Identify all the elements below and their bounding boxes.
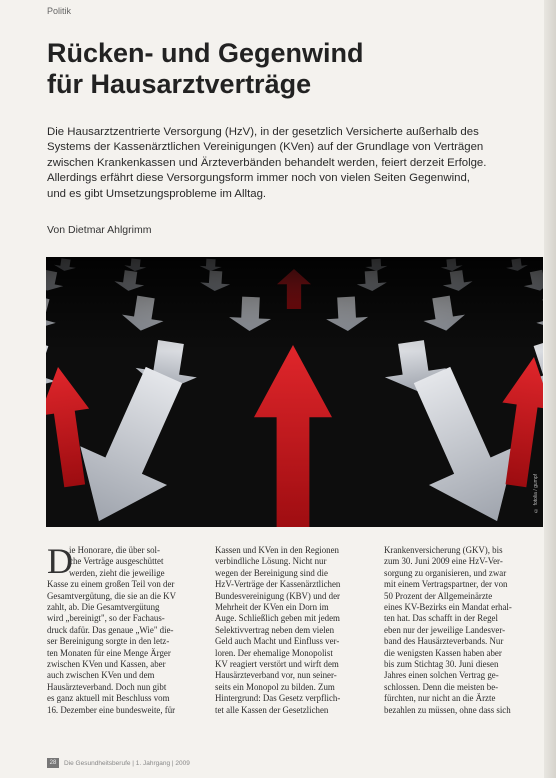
body-line: Mehrheit der KVen ein Dorn im bbox=[215, 602, 329, 613]
body-line: Geld auch Macht und Einfluss ver- bbox=[215, 636, 340, 647]
body-line: Krankenversicherung (GKV), bis bbox=[384, 545, 503, 555]
body-line: werden, zieht die jeweilige bbox=[69, 567, 165, 578]
image-credit: © fotolia / gumpf bbox=[533, 474, 539, 513]
drop-cap: D bbox=[47, 545, 73, 581]
body-line: KV reagiert verstört und wirft dem bbox=[215, 659, 339, 670]
lead-line: Die Hausarztzentrierte Versorgung (HzV), in der gesetzlich Versicherte außerhalb des bbox=[47, 126, 479, 138]
footer-publication: Die Gesundheitsberufe | 1. Jahrgang | 2009 bbox=[64, 760, 190, 767]
body-line: Hausärzteverband vor, nun seiner- bbox=[215, 670, 337, 681]
body-line: wegen der Bereinigung sind die bbox=[215, 567, 328, 578]
body-line: Bundesvereinigung (KBV) und der bbox=[215, 590, 340, 601]
lead-line: Allerdings erfährt diese Versorgungsform immer noch von vielen Seiten Gegenwind, bbox=[47, 172, 470, 185]
body-line: che Verträge ausgeschüttet bbox=[69, 556, 164, 567]
body-line: Selektivvertrag neben dem vielen bbox=[215, 624, 335, 635]
body-line: druck dafür. Das genaue „Wie" die- bbox=[47, 624, 174, 635]
body-line: Kassen und KVen in den Regionen bbox=[215, 545, 339, 555]
page-number: 28 bbox=[47, 758, 59, 768]
body-line: eines KV-Bezirks ein Mandat erhal- bbox=[384, 602, 512, 613]
body-line: ser Bereinigung sorgte in den letz- bbox=[47, 636, 170, 647]
body-line: Hausärzteverband. Doch nun gibt bbox=[47, 681, 167, 692]
author-byline: Von Dietmar Ahlgrimm bbox=[47, 224, 152, 236]
title-line-2: für Hausarztverträge bbox=[47, 69, 312, 99]
body-line: zwischen KVen und Kassen, aber bbox=[47, 659, 166, 670]
body-line: zahlt, ab. Die Gesamtvergütung bbox=[47, 602, 160, 613]
body-line: mit einem Vertragspartner, der von bbox=[384, 579, 508, 590]
body-line: eben nur der jeweilige Landesver- bbox=[384, 624, 506, 635]
article-body bbox=[47, 545, 545, 757]
body-line: Gesamtvergütung, die sie an die KV bbox=[47, 590, 176, 601]
article-lead bbox=[47, 125, 537, 202]
section-label: Politik bbox=[47, 6, 72, 16]
body-column-2 bbox=[215, 545, 370, 757]
title-line-1: Rücken- und Gegenwind bbox=[47, 38, 364, 68]
body-line: seits ein Monopol zu bilden. Zum bbox=[215, 681, 335, 692]
hero-image-arrows bbox=[46, 257, 543, 527]
body-line: Kasse zu einem großen Teil von der bbox=[47, 579, 175, 590]
body-line: auch zwischen KVen und dem bbox=[47, 670, 155, 681]
body-line: die wenigsten Kassen haben aber bbox=[384, 647, 502, 658]
body-line: es ganz aktuell mit Beschluss vom bbox=[47, 693, 170, 704]
body-column-1 bbox=[47, 545, 202, 757]
body-line: ten hat. Das schafft in der Regel bbox=[384, 613, 498, 624]
body-line: wird „bereinigt", so der Fachaus- bbox=[47, 613, 165, 624]
body-line: 16. Dezember eine bundesweite, für bbox=[47, 704, 176, 715]
body-line: schlossen. Denn die meisten be- bbox=[384, 681, 499, 692]
body-line: fürchten, nur nicht an die Ärzte bbox=[384, 693, 496, 704]
body-line: Auge. Schließlich geben mit jedem bbox=[215, 613, 340, 624]
lead-line: zwischen Krankenkassen und Ärzteverbänden behandelt werden, feiert derzeit Erfolge. bbox=[47, 156, 487, 169]
body-line: ten Monaten für eine Menge Ärger bbox=[47, 647, 171, 658]
body-line: sorgung zu organisieren, und zwar bbox=[384, 567, 507, 578]
body-line: band des Hausärzteverbands. Nur bbox=[384, 636, 504, 647]
body-line: 50 Prozent der Allgemeinärzte bbox=[384, 590, 493, 601]
page-edge-shadow bbox=[544, 0, 556, 778]
body-line: loren. Der ehemalige Monopolist bbox=[215, 647, 333, 658]
body-line: HzV-Verträge der Kassenärztlichen bbox=[215, 579, 341, 590]
body-line: Jahres einen solchen Vertrag ge- bbox=[384, 670, 499, 681]
body-line: bis zum Stichtag 30. Juni diesen bbox=[384, 659, 499, 670]
lead-line: Systems der Kassenärztlichen Vereinigungen (KVen) auf der Grundlage von Verträgen bbox=[47, 141, 484, 154]
body-line: tet alle Kassen der Gesetzlichen bbox=[215, 704, 329, 715]
article-title bbox=[47, 38, 517, 100]
lead-line: und es gibt Umsetzungsprobleme im Alltag. bbox=[47, 187, 267, 200]
body-line: verbindliche Lösung. Nicht nur bbox=[215, 556, 327, 567]
body-line: bezahlen zu müssen, ohne dass sich bbox=[384, 704, 511, 715]
body-line: Hintergrund: Das Gesetz verpflich- bbox=[215, 693, 341, 704]
body-line: ie Honorare, die über sol- bbox=[69, 545, 160, 555]
body-line: zum 30. Juni 2009 eine HzV-Ver- bbox=[384, 556, 503, 567]
body-column-3 bbox=[384, 545, 544, 757]
arrows-illustration bbox=[46, 257, 543, 527]
